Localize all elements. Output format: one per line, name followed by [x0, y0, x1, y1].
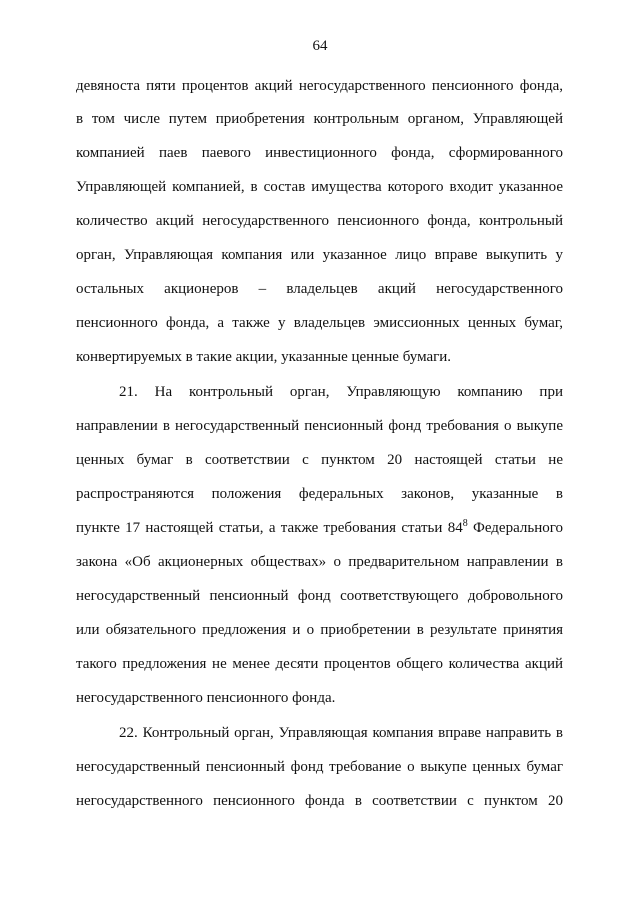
text-line: в том числе путем приобретения контрольным органом, Управляющей [76, 111, 563, 127]
paragraph-22-first-line: 22. Контрольный орган, Управляющая компания вправе направить в [119, 725, 563, 741]
text-line: негосударственного пенсионного фонда в соответствии с пунктом 20 [76, 793, 563, 809]
text-line: компанией паев паевого инвестиционного фонда, сформированного [76, 145, 563, 161]
text-line: направлении в негосударственный пенсионный фонд требования о выкупе [76, 418, 563, 434]
text-line: негосударственный пенсионный фонд соответствующего добровольного [76, 588, 563, 604]
text-line: закона «Об акционерных обществах» о предварительном направлении в [76, 554, 563, 570]
text-line: негосударственный пенсионный фонд требование о выкупе ценных бумаг [76, 759, 563, 775]
text-line: ценных бумаг в соответствии с пунктом 20 настоящей статьи не [76, 452, 563, 468]
text-line: количество акций негосударственного пенсионного фонда, контрольный [76, 213, 563, 229]
text-line: или обязательного предложения и о приобретении в результате принятия [76, 622, 563, 638]
text-line: Управляющей компанией, в состав имущества которого входит указанное [76, 179, 563, 195]
paragraph-21-first-line: 21. На контрольный орган, Управляющую компанию при [119, 384, 563, 400]
page-number: 64 [312, 38, 328, 54]
superscript: 8 [462, 518, 468, 529]
text-line: конвертируемых в такие акции, указанные ценные бумаги. [76, 349, 452, 365]
text-line: негосударственного пенсионного фонда. [76, 690, 336, 706]
text-line: такого предложения не менее десяти процентов общего количества акций [76, 656, 563, 672]
text-line: девяноста пяти процентов акций негосударственного пенсионного фонда, [76, 78, 563, 94]
text-line: пенсионного фонда, а также у владельцев эмиссионных ценных бумаг, [76, 315, 563, 331]
text-line: остальных акционеров – владельцев акций негосударственного [76, 281, 563, 297]
text-line: орган, Управляющая компания или указанное лицо вправе выкупить у [76, 247, 563, 263]
text-segment: пункте 17 настоящей статьи, а также требования статьи 84 [76, 520, 463, 536]
text-line: распространяются положения федеральных законов, указанные в [76, 486, 563, 502]
text-line-with-superscript [76, 518, 563, 538]
text-segment: Федерального [467, 520, 563, 536]
